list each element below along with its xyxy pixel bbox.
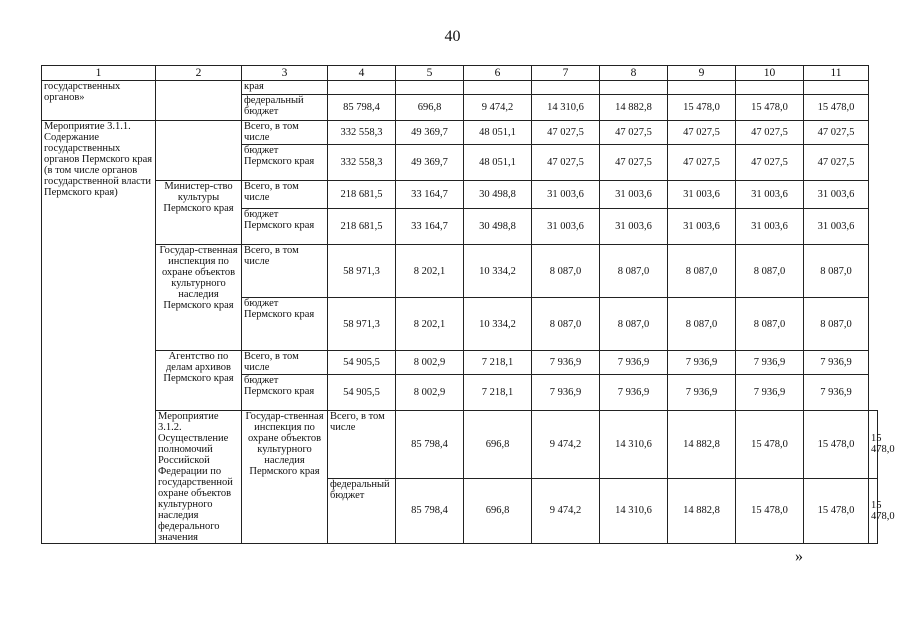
executor-cell: Агентство по делам архивов Пермского края: [156, 351, 242, 411]
amount-cell: 10 334,2: [464, 298, 532, 351]
amount-cell: 8 002,9: [396, 351, 464, 375]
amount-cell: 31 003,6: [736, 209, 804, 245]
amount-cell: 33 164,7: [396, 181, 464, 209]
amount-cell: 47 027,5: [736, 145, 804, 181]
amount-cell: 8 087,0: [600, 298, 668, 351]
funding-source-cell: бюджет Пермского края: [242, 145, 328, 181]
amount-cell: 47 027,5: [668, 145, 736, 181]
column-number: 5: [396, 66, 464, 81]
table-row: [42, 181, 878, 209]
funding-source-cell: федеральный бюджет: [328, 478, 396, 543]
funding-source-cell: бюджет Пермского края: [242, 375, 328, 411]
executor-cell: Государ-ственная инспекция по охране объектов культурного наследия Пермского края: [156, 245, 242, 351]
executor-cell: Министер-ство культуры Пермского края: [156, 181, 242, 245]
funding-source-cell: бюджет Пермского края: [242, 209, 328, 245]
amount-cell: [668, 81, 736, 95]
amount-cell: 54 905,5: [328, 375, 396, 411]
amount-cell: 7 936,9: [668, 351, 736, 375]
amount-cell: [600, 81, 668, 95]
amount-cell: 31 003,6: [668, 209, 736, 245]
amount-cell: [464, 81, 532, 95]
amount-cell: [328, 81, 396, 95]
amount-cell: 31 003,6: [804, 181, 869, 209]
amount-cell: 33 164,7: [396, 209, 464, 245]
amount-cell: 696,8: [396, 95, 464, 121]
column-number: 2: [156, 66, 242, 81]
amount-cell: 47 027,5: [532, 121, 600, 145]
amount-cell: 7 936,9: [736, 351, 804, 375]
amount-cell: 7 218,1: [464, 375, 532, 411]
amount-cell: 31 003,6: [600, 181, 668, 209]
amount-cell: 8 087,0: [668, 298, 736, 351]
amount-cell: 8 002,9: [396, 375, 464, 411]
amount-cell: 49 369,7: [396, 145, 464, 181]
amount-cell: 8 202,1: [396, 245, 464, 298]
amount-cell: 31 003,6: [804, 209, 869, 245]
amount-cell: 696,8: [464, 411, 532, 479]
amount-cell: 15 478,0: [668, 95, 736, 121]
amount-cell: 7 936,9: [600, 375, 668, 411]
amount-cell: 218 681,5: [328, 181, 396, 209]
amount-cell: 49 369,7: [396, 121, 464, 145]
amount-cell: 7 936,9: [804, 351, 869, 375]
column-number: 8: [600, 66, 668, 81]
funding-source-cell: Всего, в том числе: [242, 121, 328, 145]
amount-cell: [532, 81, 600, 95]
amount-cell: 15 478,0: [869, 478, 878, 543]
amount-cell: 9 474,2: [532, 478, 600, 543]
column-number: 10: [736, 66, 804, 81]
amount-cell: 48 051,1: [464, 121, 532, 145]
table-row: [42, 245, 878, 298]
amount-cell: 47 027,5: [600, 145, 668, 181]
table-row: [42, 411, 878, 479]
amount-cell: 15 478,0: [736, 95, 804, 121]
amount-cell: 54 905,5: [328, 351, 396, 375]
amount-cell: 47 027,5: [532, 145, 600, 181]
column-number: 4: [328, 66, 396, 81]
amount-cell: 7 936,9: [668, 375, 736, 411]
amount-cell: 8 087,0: [736, 245, 804, 298]
amount-cell: 85 798,4: [328, 95, 396, 121]
funding-source-cell: Всего, в том числе: [242, 245, 328, 298]
amount-cell: 31 003,6: [532, 181, 600, 209]
page-number: 40: [444, 28, 461, 45]
amount-cell: 8 087,0: [804, 298, 869, 351]
amount-cell: 47 027,5: [804, 145, 869, 181]
column-number: 3: [242, 66, 328, 81]
amount-cell: 7 936,9: [736, 375, 804, 411]
amount-cell: 15 478,0: [804, 95, 869, 121]
amount-cell: 31 003,6: [736, 181, 804, 209]
amount-cell: 14 310,6: [600, 478, 668, 543]
funding-source-cell: Всего, в том числе: [328, 411, 396, 479]
amount-cell: 31 003,6: [532, 209, 600, 245]
executor-cell: [156, 121, 242, 181]
amount-cell: 14 310,6: [532, 95, 600, 121]
amount-cell: 15 478,0: [804, 478, 869, 543]
executor-cell: [156, 81, 242, 121]
amount-cell: 332 558,3: [328, 121, 396, 145]
amount-cell: 47 027,5: [668, 121, 736, 145]
amount-cell: 7 936,9: [532, 375, 600, 411]
amount-cell: 58 971,3: [328, 298, 396, 351]
amount-cell: 15 478,0: [869, 411, 878, 479]
measure-name-cell: государственных органов»: [42, 81, 156, 121]
budget-table: [41, 65, 895, 544]
column-number: 1: [42, 66, 156, 81]
amount-cell: 30 498,8: [464, 209, 532, 245]
amount-cell: 218 681,5: [328, 209, 396, 245]
amount-cell: 7 936,9: [532, 351, 600, 375]
table-row: [42, 351, 878, 375]
amount-cell: 15 478,0: [736, 478, 804, 543]
closing-quote: »: [795, 548, 803, 565]
amount-cell: 14 882,8: [668, 478, 736, 543]
amount-cell: 7 936,9: [600, 351, 668, 375]
amount-cell: 15 478,0: [804, 411, 869, 479]
measure-name-cell: Мероприятие 3.1.2. Осуществление полномочий Российской Федерации по государственной охране объектов культурного наследия федерального значения: [156, 411, 242, 544]
amount-cell: 48 051,1: [464, 145, 532, 181]
amount-cell: 8 087,0: [736, 298, 804, 351]
amount-cell: 14 882,8: [668, 411, 736, 479]
funding-source-cell: федеральный бюджет: [242, 95, 328, 121]
amount-cell: 47 027,5: [600, 121, 668, 145]
amount-cell: 8 202,1: [396, 298, 464, 351]
amount-cell: 31 003,6: [600, 209, 668, 245]
measure-name-cell: Мероприятие 3.1.1. Содержание государственных органов Пермского края (в том числе органов государственной власти Пермского края): [42, 121, 156, 544]
column-number: 6: [464, 66, 532, 81]
funding-source-cell: края: [242, 81, 328, 95]
amount-cell: 696,8: [464, 478, 532, 543]
table-row: [42, 81, 878, 95]
amount-cell: 14 882,8: [600, 95, 668, 121]
amount-cell: [804, 81, 869, 95]
amount-cell: 14 310,6: [600, 411, 668, 479]
amount-cell: 9 474,2: [532, 411, 600, 479]
table-row: [42, 121, 878, 145]
amount-cell: 9 474,2: [464, 95, 532, 121]
amount-cell: 85 798,4: [396, 411, 464, 479]
amount-cell: 31 003,6: [668, 181, 736, 209]
amount-cell: 10 334,2: [464, 245, 532, 298]
amount-cell: 332 558,3: [328, 145, 396, 181]
amount-cell: [736, 81, 804, 95]
amount-cell: 8 087,0: [532, 245, 600, 298]
amount-cell: 8 087,0: [804, 245, 869, 298]
column-number: 9: [668, 66, 736, 81]
amount-cell: 7 218,1: [464, 351, 532, 375]
funding-source-cell: Всего, в том числе: [242, 351, 328, 375]
column-number-row: [42, 66, 878, 81]
amount-cell: 85 798,4: [396, 478, 464, 543]
amount-cell: 30 498,8: [464, 181, 532, 209]
amount-cell: 15 478,0: [736, 411, 804, 479]
amount-cell: 7 936,9: [804, 375, 869, 411]
amount-cell: 47 027,5: [736, 121, 804, 145]
funding-source-cell: бюджет Пермского края: [242, 298, 328, 351]
amount-cell: 8 087,0: [600, 245, 668, 298]
amount-cell: 8 087,0: [532, 298, 600, 351]
column-number: 11: [804, 66, 869, 81]
amount-cell: 8 087,0: [668, 245, 736, 298]
amount-cell: 47 027,5: [804, 121, 869, 145]
column-number: 7: [532, 66, 600, 81]
amount-cell: [396, 81, 464, 95]
funding-source-cell: Всего, в том числе: [242, 181, 328, 209]
executor-cell: Государ-ственная инспекция по охране объектов культурного наследия Пермского края: [242, 411, 328, 544]
amount-cell: 58 971,3: [328, 245, 396, 298]
